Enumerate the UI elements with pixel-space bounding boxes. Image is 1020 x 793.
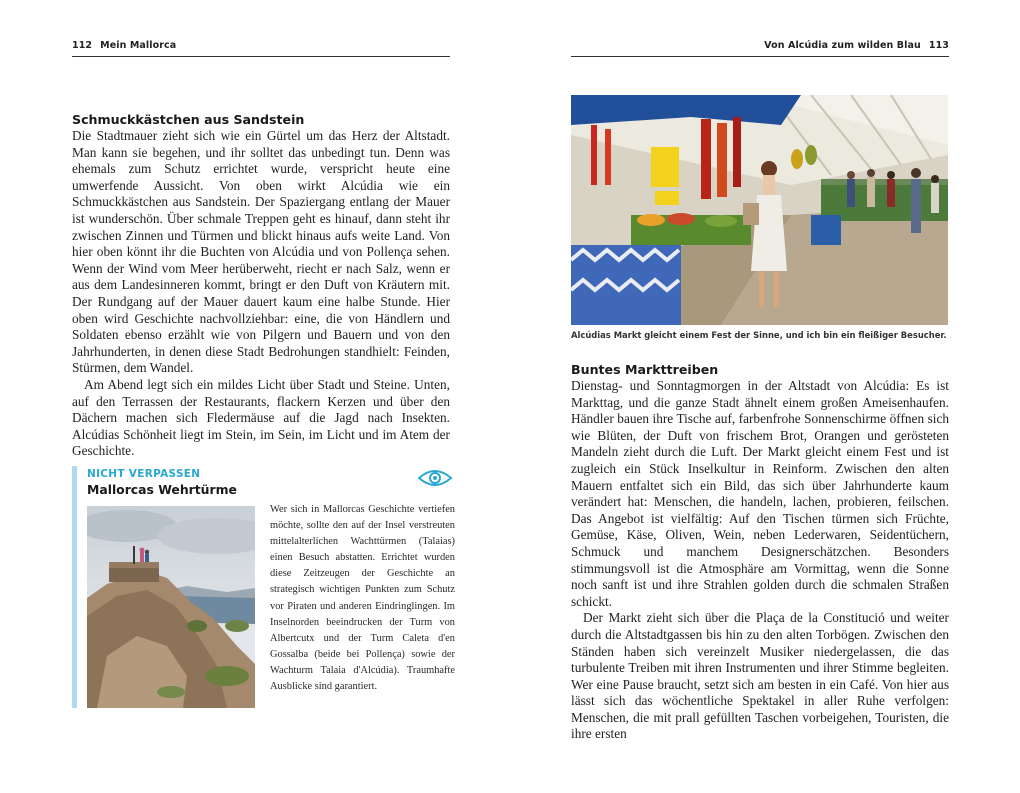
page-number: 113	[928, 40, 949, 51]
paragraph: Der Markt zieht sich über die Plaça de la Constitució und weiter durch die Altstadtgassen bis hin zu den alten Torbögen. Zwischen den Ständen haben sich vereinzelt Musiker niedergelassen, die das turbulente Treiben mit ihren Instrumenten und ihrer Stimme begleiten. Wer eine Pause braucht, setzt sich am besten in ein Café. Von hier aus lässt sich das wöchentliche Spektakel in aller Ruhe verfolgen: Menschen, die mit prall gefüllten Taschen vorbeigehen, Touristen, die ihre ersten	[571, 610, 949, 742]
section-title: Schmuckkästchen aus Sandstein	[72, 112, 305, 127]
left-article	[72, 112, 450, 460]
photo-caption: Alcúdias Markt gleicht einem Fest der Sinne, und ich bin ein fleißiger Besucher.	[571, 330, 947, 340]
running-head-title: Mein Mallorca	[100, 40, 177, 51]
left-page	[72, 0, 455, 793]
running-head-left	[72, 40, 450, 57]
market-photo	[571, 95, 948, 325]
paragraph: Am Abend legt sich ein mildes Licht über Stadt und Steine. Unten, auf den Terrassen der Restaurants, flackern Kerzen und über den Dächern machen sich Fledermäuse auf die Jagd nach Insekten. Alcúdias Schönheit liegt im Stein, im Sein, im Licht und im Atem der Geschichte.	[72, 376, 450, 459]
paragraph: Die Stadtmauer zieht sich wie ein Gürtel um das Herz der Altstadt. Man kann sie begehen, und ihr solltet das unbedingt tun. Denn was ehemals zum Schutz errichtet wurde, verspricht heute eine umwerfende Aussicht. Von oben wirkt Alcúdia wie ein Schmuckkästchen aus Sandstein. Der Spaziergang entlang der Mauer ist wunderschön. Über schmale Treppen geht es hinauf, dann steht ihr zwischen Zinnen und Türmen und blickt hinaus aufs weite Land. Von hier oben könnt ihr die Buchten von Alcúdia und von Pollença sehen. Wenn der Wind vom Meer herüberweht, riecht er nach Salz, wenn er aus dem Landesinneren kommt, bringt er den Duft von Kräutern mit. Der Rundgang auf der Mauer dauert kaum eine halbe Stunde. Hier oben wird Geschichte nachvollziehbar: eine, die von Händlern und Soldaten ebenso erzählt wie von Pilgern und Bauern und von den Jahrhunderten, in denen diese Stadt Bedrohungen standhielt: Feinden, Stürmen, dem Wandel.	[72, 128, 450, 376]
eye-icon	[417, 468, 453, 488]
info-box-text: Wer sich in Mallorcas Geschichte vertiefen möchte, sollte den auf der Insel verstreuten mittelalterlichen Wachttürmen (Talaias) einen Besuch abstatten. Errichtet wurden diese Zeitzeugen der Geschichte an strategisch wichtigen Punkten zum Schutz vor Piraten und anderen Eindringlingen. Im Inselnorden beeindrucken der Turm von Albertcutx und der Turm Caleta d'en Gossalba (beide bei Pollença) sowie der Wachturm Talaia d'Alcúdia). Traumhafte Ausblicke sind garantiert.	[270, 504, 455, 693]
info-box-title: Mallorcas Wehrtürme	[87, 482, 237, 497]
section-title: Buntes Markttreiben	[571, 362, 719, 377]
info-box-label: NICHT VERPASSEN	[87, 468, 201, 480]
running-head-title: Von Alcúdia zum wilden Blau	[764, 40, 921, 51]
running-head-right	[571, 40, 949, 57]
right-article	[571, 362, 949, 743]
page-number: 112	[72, 40, 93, 51]
right-page	[571, 0, 949, 793]
watchtower-photo	[87, 506, 255, 708]
paragraph: Dienstag- und Sonntagmorgen in der Altstadt von Alcúdia: Es ist Markttag, und die ganze Stadt ähnelt einem großen Ameisenhaufen. Händler bauen ihre Tische auf, farbenfrohe Sonnenschirme öffnen sich wie Blüten, der Duft von frischem Brot, Orangen und gerösteten Mandeln zieht durch die Luft. Der Markt gleicht einem Fest und ist zugleich ein Stück Inselkultur in Reinform. Zwischen den alten Mauern entfaltet sich ein Bild, das sich über Jahrhunderte kaum verändert hat: Menschen, die handeln, lachen, probieren, feilschen. Das Angebot ist vielfältig: Auf den Tischen türmen sich Früchte, Gemüse, Käse, Oliven, Wein, neben Lederwaren, Seidentüchern, Schmuck und manchem Designerschätzchen. Besonders stimmungsvoll ist die Atmosphäre am Vormittag, wenn die Sonne noch sanft ist und ihre Strahlen golden durch die schmalen Straßen schickt.	[571, 378, 949, 609]
info-box-watchtowers	[72, 466, 455, 708]
